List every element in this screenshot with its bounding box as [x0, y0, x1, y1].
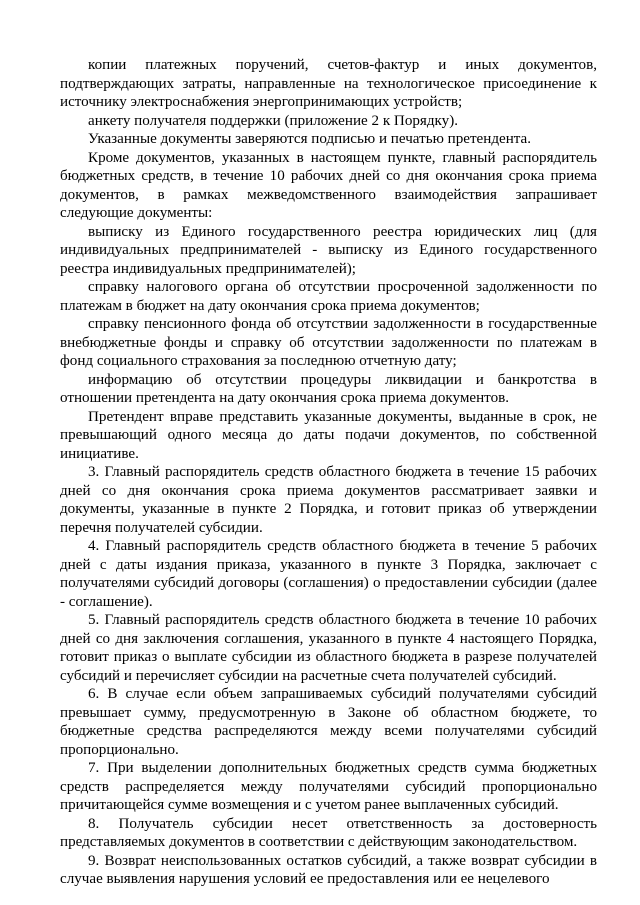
paragraph-clause-3: 3. Главный распорядитель средств областного бюджета в течение 15 рабочих дней со дня окончания срока приема документов рассматривает заявки и документы, указанные в пункте 2 Порядка, и готовит приказ об утверждении перечня получателей субсидии. [60, 464, 597, 536]
paragraph-support-form: анкету получателя поддержки (приложение 2 к Порядку). [88, 112, 459, 129]
paragraph-liquidation-info: информацию об отсутствии процедуры ликвидации и банкротства в отношении претендента на дату окончания срока приема документов. [60, 371, 597, 406]
paragraph-clause-7: 7. При выделении дополнительных бюджетных средств сумма бюджетных средств распределяется между получателями субсидий пропорционально причитающейся сумме возмещения и с учетом ранее выплаченных субсидий. [60, 760, 597, 813]
paragraph-clause-4: 4. Главный распорядитель средств областного бюджета в течение 5 рабочих дней с даты издания приказа, указанного в пункте 3 Порядка, заключает с получателями субсидий договоры (соглашения) о предоставлении субсидии (далее - соглашение). [60, 538, 597, 610]
paragraph-clause-5: 5. Главный распорядитель средств областного бюджета в течение 10 рабочих дней со дня заключения соглашения, указанного в пункте 4 настоящего Порядка, готовит приказ о выплате субсидии из областного бюджета в разрезе получателей субсидий и перечисляет субсидии на расчетные счета получателей субсидий. [60, 612, 597, 684]
paragraph-own-initiative: Претендент вправе представить указанные документы, выданные в срок, не превышающий одного месяца до даты подачи документов, по собственной инициативе. [60, 408, 597, 462]
paragraph-pension-certificate: справку пенсионного фонда об отсутствии задолженности в государственные внебюджетные фонды и справку об отсутствии задолженности по платежам в фонд социального страхования за последнюю отчетную дату; [60, 316, 597, 369]
paragraph-payment-copies: копии платежных поручений, счетов-фактур и иных документов, подтверждающих затраты, направленные на технологическое присоединение к источнику электроснабжения энергопринимающих устройств; [60, 57, 597, 110]
paragraph-clause-6: 6. В случае если объем запрашиваемых субсидий получателями субсидий превышает сумму, предусмотренную в Законе об областном бюджете, то бюджетные средства распределяются между всеми получателями субсидий пропорционально. [60, 686, 597, 758]
paragraph-clause-9: 9. Возврат неиспользованных остатков субсидий, а также возврат субсидии в случае выявления нарушения условий ее предоставления или ее нецелевого [60, 852, 597, 887]
paragraph-certification: Указанные документы заверяются подписью и печатью претендента. [88, 131, 532, 147]
paragraph-registry-extract: выписку из Единого государственного реестра юридических лиц (для индивидуальных предпринимателей - выписку из Единого государственного реестра индивидуальных предпринимателей); [60, 223, 597, 277]
paragraph-clause-8: 8. Получатель субсидии несет ответственность за достоверность представляемых документов в соответствии с действующим законодательством. [60, 815, 597, 850]
paragraph-interagency-request: Кроме документов, указанных в настоящем пункте, главный распорядитель бюджетных средств, в течение 10 рабочих дней со дня окончания срока приема документов, в рамках межведомственного взаимодействия запрашивает следующие документы: [60, 149, 597, 221]
paragraph-tax-certificate: справку налогового органа об отсутствии просроченной задолженности по платежам в бюджет на дату окончания срока приема документов; [60, 279, 597, 314]
document-page [60, 56, 597, 889]
